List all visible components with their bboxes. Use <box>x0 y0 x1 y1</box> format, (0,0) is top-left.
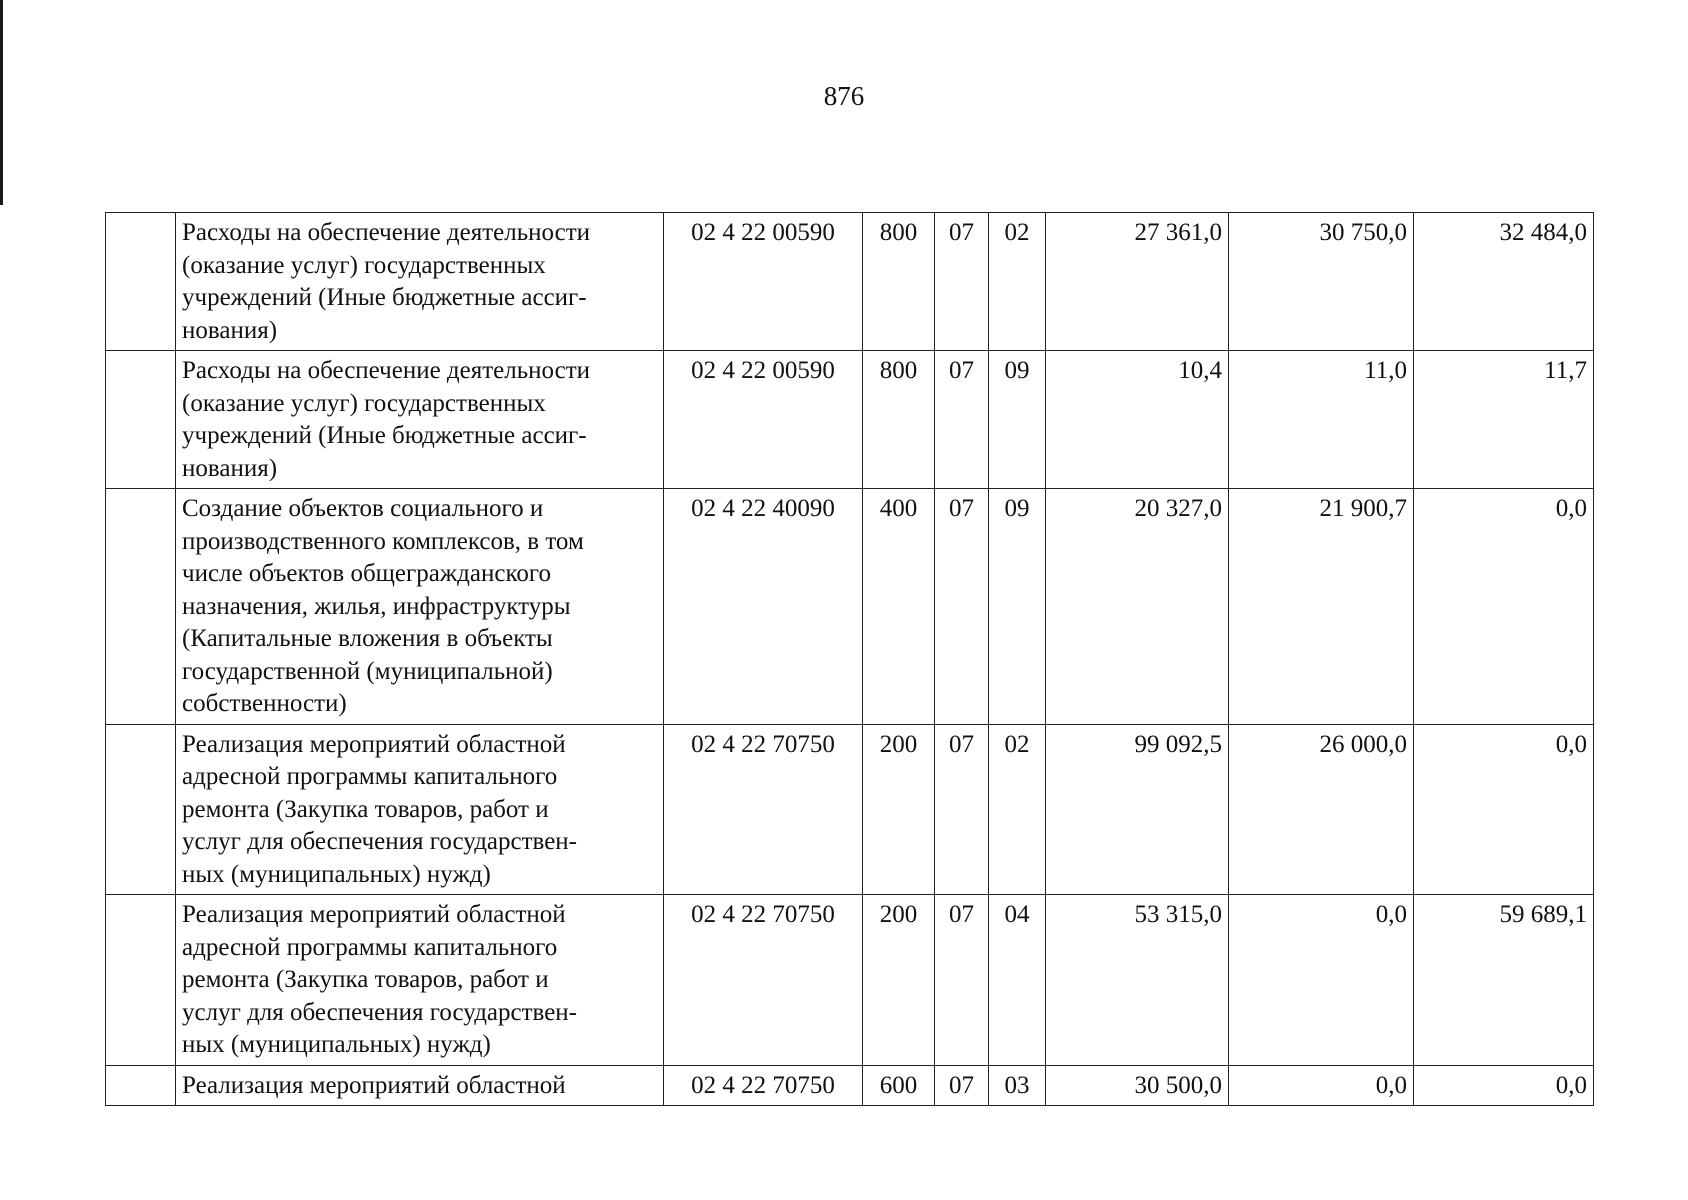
amount-3-cell: 0,0 <box>1414 724 1594 895</box>
expense-name-cell <box>176 489 664 725</box>
expense-name-line: учреждений (Иные бюджетные ассиг- <box>182 422 587 449</box>
subsection-cell: 09 <box>989 489 1046 725</box>
amount-2-cell: 0,0 <box>1229 1065 1414 1106</box>
expense-name-line: ных (муниципальных) нужд) <box>182 860 491 888</box>
section-cell: 07 <box>935 489 989 725</box>
section-cell: 07 <box>935 895 989 1066</box>
section-cell: 07 <box>935 351 989 489</box>
table-row <box>106 1065 1594 1106</box>
expense-name-line: Расходы на обеспечение деятельности <box>182 357 591 384</box>
amount-3-cell: 32 484,0 <box>1414 213 1594 351</box>
amount-2-cell: 30 750,0 <box>1229 213 1414 351</box>
subsection-cell: 02 <box>989 213 1046 351</box>
expense-name-line: производственного комплексов, в том <box>182 527 584 555</box>
table-row <box>106 213 1594 351</box>
row-number-cell <box>106 351 176 489</box>
amount-1-cell: 27 361,0 <box>1046 213 1229 351</box>
expense-type-cell: 800 <box>863 213 935 351</box>
amount-2-cell: 21 900,7 <box>1229 489 1414 725</box>
expense-name-line: услуг для обеспечения государствен- <box>182 828 577 855</box>
expense-name-cell <box>176 895 664 1066</box>
amount-2-cell: 0,0 <box>1229 895 1414 1066</box>
expense-name-cell <box>176 724 664 895</box>
section-cell: 07 <box>935 1065 989 1106</box>
amount-2-cell: 11,0 <box>1229 351 1414 489</box>
expense-name-line: государственной (муниципальной) <box>182 657 553 685</box>
expense-name-line: нования) <box>182 454 278 482</box>
subsection-cell: 02 <box>989 724 1046 895</box>
amount-1-cell: 30 500,0 <box>1046 1065 1229 1106</box>
target-code-cell: 02 4 22 00590 <box>664 213 863 351</box>
amount-3-cell: 0,0 <box>1414 489 1594 725</box>
expense-name-line: нования) <box>182 316 278 344</box>
row-number-cell <box>106 1065 176 1106</box>
page-number: 876 <box>823 81 865 111</box>
table-row <box>106 489 1594 725</box>
expense-name-line: числе объектов общегражданского <box>182 560 551 587</box>
subsection-cell: 04 <box>989 895 1046 1066</box>
target-code-cell: 02 4 22 40090 <box>664 489 863 725</box>
expense-type-cell: 400 <box>863 489 935 725</box>
expense-name-line: Реализация мероприятий областной <box>182 1071 566 1099</box>
expense-name-line: услуг для обеспечения государствен- <box>182 998 577 1026</box>
expense-name-line: ных (муниципальных) нужд) <box>182 1031 491 1058</box>
expense-type-cell: 800 <box>863 351 935 489</box>
expense-name-line: (оказание услуг) государственных <box>182 389 546 417</box>
row-number-cell <box>106 213 176 351</box>
amount-3-cell: 11,7 <box>1414 351 1594 489</box>
expense-name-line: адресной программы капитального <box>182 763 558 790</box>
row-number-cell <box>106 724 176 895</box>
subsection-cell: 03 <box>989 1065 1046 1106</box>
expense-name-cell <box>176 351 664 489</box>
expense-name-line: Реализация мероприятий областной <box>182 730 566 758</box>
amount-2-cell: 26 000,0 <box>1229 724 1414 895</box>
table-row <box>106 895 1594 1066</box>
row-number-cell <box>106 489 176 725</box>
expense-name-line: назначения, жилья, инфраструктуры <box>182 592 571 620</box>
budget-table <box>105 212 1594 1106</box>
expense-type-cell: 200 <box>863 724 935 895</box>
target-code-cell: 02 4 22 00590 <box>664 351 863 489</box>
expense-name-line: Реализация мероприятий областной <box>182 901 566 928</box>
target-code-cell: 02 4 22 70750 <box>664 724 863 895</box>
section-cell: 07 <box>935 213 989 351</box>
expense-name-line: ремонта (Закупка товаров, работ и <box>182 795 549 823</box>
expense-name-cell <box>176 213 664 351</box>
row-number-cell <box>106 895 176 1066</box>
amount-1-cell: 53 315,0 <box>1046 895 1229 1066</box>
table-row <box>106 351 1594 489</box>
expense-name-line: ремонта (Закупка товаров, работ и <box>182 966 549 993</box>
amount-1-cell: 20 327,0 <box>1046 489 1229 725</box>
amount-3-cell: 0,0 <box>1414 1065 1594 1106</box>
section-cell: 07 <box>935 724 989 895</box>
expense-type-cell: 600 <box>863 1065 935 1106</box>
table-row <box>106 724 1594 895</box>
amount-3-cell: 59 689,1 <box>1414 895 1594 1066</box>
target-code-cell: 02 4 22 70750 <box>664 895 863 1066</box>
expense-name-cell <box>176 1065 664 1106</box>
target-code-cell: 02 4 22 70750 <box>664 1065 863 1106</box>
expense-name-line: Расходы на обеспечение деятельности <box>182 219 591 246</box>
expense-name-line: адресной программы капитального <box>182 933 558 961</box>
expense-name-line: (оказание услуг) государственных <box>182 251 546 279</box>
subsection-cell: 09 <box>989 351 1046 489</box>
expense-name-line: учреждений (Иные бюджетные ассиг- <box>182 284 587 311</box>
expense-name-line: Создание объектов социального и <box>182 495 544 522</box>
amount-1-cell: 99 092,5 <box>1046 724 1229 895</box>
expense-type-cell: 200 <box>863 895 935 1066</box>
expense-name-line: собственности) <box>182 690 347 717</box>
amount-1-cell: 10,4 <box>1046 351 1229 489</box>
expense-name-line: (Капитальные вложения в объекты <box>182 625 553 652</box>
